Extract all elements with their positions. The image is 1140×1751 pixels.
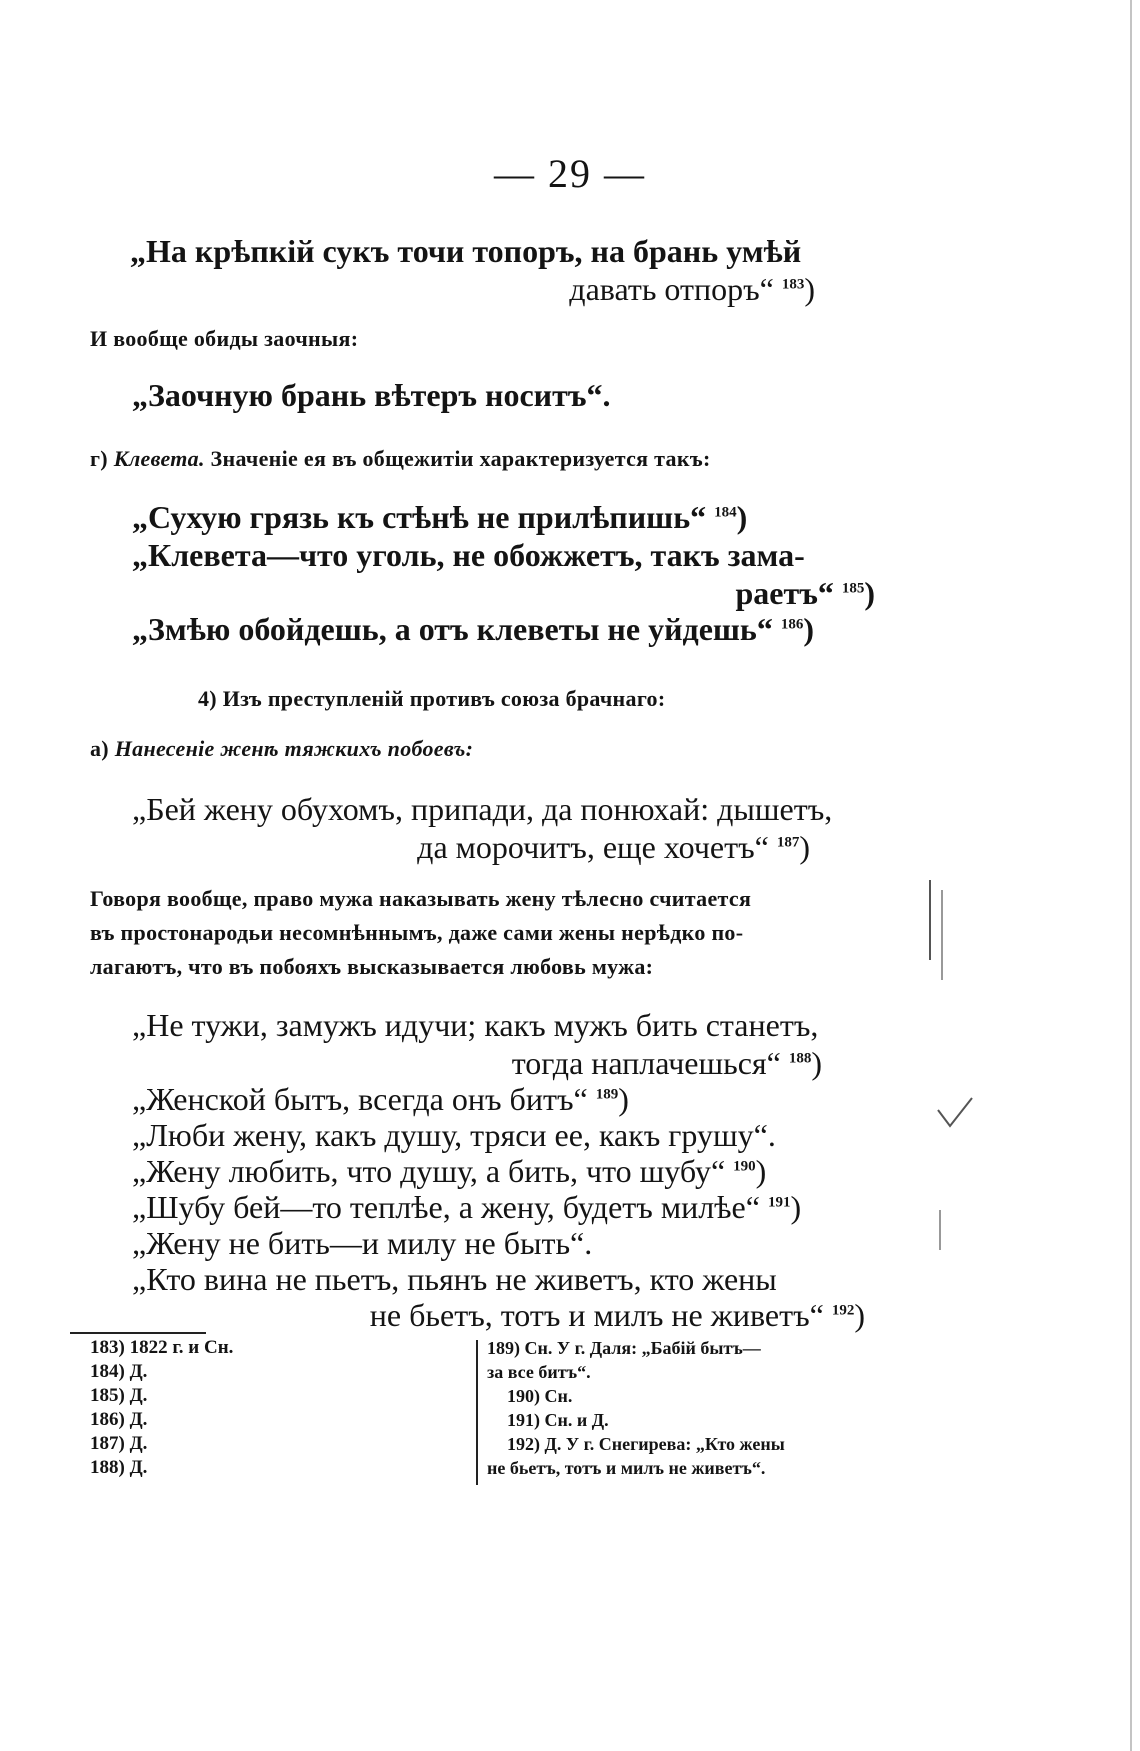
proverb-text: раетъ“ xyxy=(735,575,842,611)
footnote-ref-190: 190 xyxy=(733,1158,756,1175)
proverb-text: не бьетъ, тотъ и милъ не живетъ“ xyxy=(369,1297,832,1333)
footnotes-left-column xyxy=(90,1336,233,1480)
footnote-separator xyxy=(70,1332,206,1334)
proverb-191 xyxy=(132,1188,801,1226)
paragraph-zaochnye: И вообще обиды заочныя: xyxy=(90,326,359,351)
proverb-zaochnaya-bran: „Заочную брань вѣтеръ носитъ“. xyxy=(132,377,611,413)
closing-paren: ) xyxy=(811,1045,822,1081)
footnote-189-cont: за все битъ“. xyxy=(487,1362,591,1382)
proverb-text: давать отпоръ“ xyxy=(569,271,782,307)
closing-paren: ) xyxy=(790,1189,802,1225)
subsection-heading-italic: Нанесеніе женѣ тяжкихъ побоевъ: xyxy=(114,736,474,761)
proverb-184 xyxy=(132,498,747,536)
footnote-ref-183: 183 xyxy=(781,276,805,293)
closing-paren: ) xyxy=(854,1297,865,1333)
proverb-192-line-2 xyxy=(370,1296,865,1334)
proverb-183-line-2 xyxy=(569,270,815,308)
footnote-187: 187) Д. xyxy=(90,1433,148,1454)
proverb-190 xyxy=(132,1152,766,1190)
footnote-ref-187: 187 xyxy=(776,834,800,851)
footnote-ref-192: 192 xyxy=(831,1302,855,1319)
proverb-187-line-1: „Бей жену обухомъ, припади, да понюхай: дышетъ, xyxy=(132,791,833,827)
paragraph-kleveta xyxy=(90,442,711,476)
footnote-185: 185) Д. xyxy=(90,1385,148,1406)
proverb-lyubi-zhenu: „Люби жену, какъ душу, тряси ее, какъ грушу“. xyxy=(132,1117,776,1153)
proverb-text: „Сухую грязь къ стѣнѣ не прилѣпишь“ xyxy=(132,499,715,535)
footnote-ref-185: 185 xyxy=(841,580,865,597)
footnote-ref-186: 186 xyxy=(780,616,804,633)
footnote-ref-189: 189 xyxy=(595,1086,619,1103)
proverb-text: „Шубу бей—то теплѣе, а жену, будетъ милѣе“ xyxy=(132,1189,768,1225)
margin-pencil-mark xyxy=(920,870,980,1290)
proverb-189 xyxy=(132,1080,629,1118)
subsection-a xyxy=(90,732,473,766)
closing-paren: ) xyxy=(804,271,815,307)
paragraph-text: Значеніе ея въ общежитіи характеризуется такъ: xyxy=(204,446,711,471)
closing-paren: ) xyxy=(864,575,875,611)
proverb-text: „Жену любить, что душу, а бить, что шубу“ xyxy=(132,1153,734,1189)
proverb-187-line-2 xyxy=(417,828,810,866)
footnote-192-cont: не бьетъ, тотъ и милъ не живетъ“. xyxy=(487,1458,766,1478)
proverb-zhenu-ne-bit: „Жену не бить—и милу не быть“. xyxy=(132,1225,593,1261)
closing-paren: ) xyxy=(618,1081,629,1117)
footnotes-right-column xyxy=(487,1336,785,1480)
proverb-192-line-1: „Кто вина не пьетъ, пьянъ не живетъ, кто жены xyxy=(132,1261,777,1297)
footnote-184: 184) Д. xyxy=(90,1361,148,1382)
proverb-185-line-1: „Клевета—что уголь, не обожжетъ, такъ зама- xyxy=(132,537,805,573)
paragraph-govorya-line-2: въ простонародьи несомнѣннымъ, даже сами жены нерѣдко по- xyxy=(90,920,744,945)
section-label: а) xyxy=(90,736,115,761)
footnote-ref-184: 184 xyxy=(714,504,737,521)
footnote-188: 188) Д. xyxy=(90,1457,148,1478)
section-heading-4: 4) Изъ преступленій противъ союза брачнаго: xyxy=(198,686,666,711)
footnote-column-divider xyxy=(476,1340,478,1485)
proverb-text: „Женской бытъ, всегда онъ битъ“ xyxy=(132,1081,596,1117)
proverb-183-line-1 xyxy=(130,232,801,270)
proverb-text: „Змѣю обойдешь, а отъ клеветы не уйдешь“ xyxy=(132,611,781,647)
section-label: г) xyxy=(90,446,114,471)
footnote-186: 186) Д. xyxy=(90,1409,148,1430)
paragraph-govorya-line-1: Говоря вообще, право мужа наказывать жену тѣлесно считается xyxy=(90,886,752,911)
page-number: — 29 — xyxy=(494,151,646,196)
footnote-191: 191) Сн. и Д. xyxy=(507,1410,609,1430)
footnote-190: 190) Сн. xyxy=(507,1386,573,1406)
closing-paren: ) xyxy=(736,499,748,535)
footnote-192: 192) Д. У г. Снегирева: „Кто жены xyxy=(507,1434,785,1454)
closing-paren: ) xyxy=(803,611,814,647)
proverb-text: „На крѣпкій сукъ точи топоръ, на брань умѣй xyxy=(130,233,802,269)
proverb-186 xyxy=(132,610,814,648)
proverb-188-line-1: „Не тужи, замужъ идучи; какъ мужъ бить станетъ, xyxy=(132,1007,819,1043)
proverb-188-line-2 xyxy=(512,1044,822,1082)
section-heading-italic: Клевета. xyxy=(113,446,205,471)
footnote-ref-191: 191 xyxy=(767,1194,791,1211)
closing-paren: ) xyxy=(755,1153,767,1189)
proverb-text: тогда наплачешься“ xyxy=(511,1045,789,1081)
footnote-189: 189) Сн. У г. Даля: „Бабій бытъ— xyxy=(487,1338,761,1358)
proverb-185-line-2 xyxy=(735,574,875,612)
paragraph-govorya-line-3: лагаютъ, что въ побояхъ высказывается любовь мужа: xyxy=(90,954,654,979)
margin-edge-line xyxy=(1128,0,1134,1751)
footnote-ref-188: 188 xyxy=(788,1050,812,1067)
proverb-text: да морочитъ, еще хочетъ“ xyxy=(417,829,777,865)
closing-paren: ) xyxy=(799,829,810,865)
footnote-183: 183) 1822 г. и Сн. xyxy=(90,1337,234,1358)
